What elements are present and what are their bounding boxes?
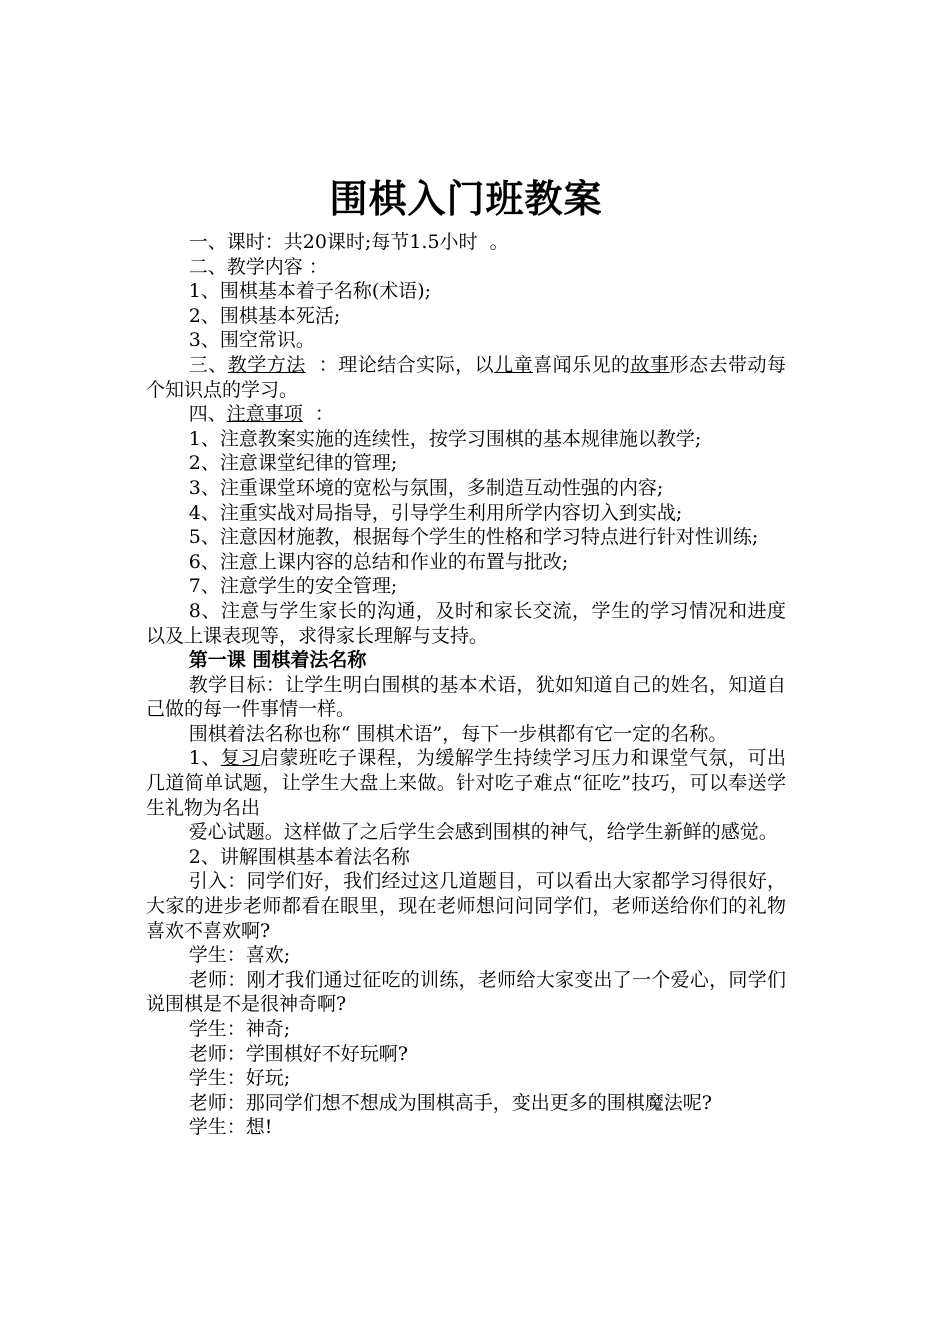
method-text-2: 喜闻乐见的 bbox=[533, 353, 631, 376]
review-text: 启蒙班吃子课程，为缓解学生持续学习压力和课堂气氛，可出几道简单试题，让学生大盘上来做。针对吃子难点“征吃”技巧，可以奉送学生礼物为名出 bbox=[146, 747, 786, 819]
paragraph-content-heading: 二、教学内容 ： bbox=[188, 255, 328, 278]
paragraph-hours: 一、课时：共20课时;每节1.5小时 。 bbox=[188, 231, 509, 253]
paragraph-content-1: 1、围棋基本着子名称(术语); bbox=[188, 280, 432, 303]
story-link[interactable]: 故事 bbox=[630, 353, 670, 376]
dialogue-line: 老师：那同学们想不想成为围棋高手，变出更多的围棋魔法呢? bbox=[188, 1091, 712, 1114]
note-item-4: 4、注重实战对局指导，引导学生利用所学内容切入到实战; bbox=[188, 501, 683, 524]
method-link[interactable]: 教学方法 bbox=[227, 353, 306, 376]
dialogue-line: 老师：刚才我们通过征吃的训练，老师给大家变出了一个爱心，同学们说围棋是不是很神奇啊? bbox=[146, 968, 786, 1016]
dialogue-line: 老师：学围棋好不好玩啊? bbox=[188, 1042, 408, 1065]
dialogue-line: 学生：想! bbox=[188, 1116, 273, 1139]
paragraph-method bbox=[146, 353, 786, 402]
note-item-2: 2、注意课堂纪律的管理; bbox=[188, 452, 398, 475]
paragraph-section-2: 2、讲解围棋基本着法名称 bbox=[188, 845, 410, 868]
children-link[interactable]: 儿童 bbox=[494, 353, 534, 376]
paragraph-intro: 围棋着法名称也称“ 围棋术语”，每下一步棋都有它一定的名称。 bbox=[188, 722, 728, 745]
paragraph-goal: 教学目标：让学生明白围棋的基本术语，犹如知道自己的姓名，知道自己做的每一件事情一样。 bbox=[146, 673, 786, 721]
document-page bbox=[146, 172, 786, 1140]
lesson-heading: 第一课 围棋着法名称 bbox=[188, 649, 367, 672]
note-item-7: 7、注意学生的安全管理; bbox=[188, 575, 398, 598]
paragraph-yinru: 引入：同学们好，我们经过这几道题目，可以看出大家都学习得很好，大家的进步老师都看在眼里，现在老师想问问同学们，老师送给你们的礼物喜欢不喜欢啊? bbox=[146, 870, 786, 942]
dialogue-line: 学生：喜欢; bbox=[188, 944, 291, 967]
review-prefix: 1、 bbox=[188, 747, 221, 770]
notes-colon: ： bbox=[302, 403, 334, 426]
document-title: 围棋入门班教案 bbox=[329, 177, 603, 221]
notes-link[interactable]: 注意事项 bbox=[226, 403, 303, 426]
note-item-8: 8、注意与学生家长的沟通，及时和家长交流，学生的学习情况和进度以及上课表现等，求得家长理解与支持。 bbox=[146, 599, 786, 647]
dialogue-line: 学生：好玩; bbox=[188, 1067, 291, 1090]
paragraph-content-3: 3、围空常识。 bbox=[188, 329, 315, 352]
method-text-3: 形态去带动每个知识点的学习。 bbox=[146, 353, 786, 401]
paragraph-review-2: 爱心试题。这样做了之后学生会感到围棋的神气，给学生新鲜的感觉。 bbox=[188, 821, 778, 844]
review-link[interactable]: 复习 bbox=[220, 747, 260, 770]
note-item-3: 3、注重课堂环境的宽松与氛围，多制造互动性强的内容; bbox=[188, 476, 664, 499]
note-item-6: 6、注意上课内容的总结和作业的布置与批改; bbox=[188, 550, 569, 573]
paragraph-content-2: 2、围棋基本死活; bbox=[188, 304, 341, 327]
paragraph-notes-heading bbox=[146, 402, 786, 427]
method-prefix: 三、 bbox=[188, 353, 228, 376]
dialogue-line: 学生：神奇; bbox=[188, 1018, 291, 1040]
note-item-5: 5、注意因材施教，根据每个学生的性格和学习特点进行针对性训练; bbox=[188, 526, 759, 549]
method-text: ：理论结合实际，以 bbox=[305, 353, 495, 376]
paragraph-review bbox=[146, 746, 786, 820]
notes-prefix: 四、 bbox=[188, 403, 227, 426]
note-item-1: 1、注意教案实施的连续性，按学习围棋的基本规律施以教学; bbox=[188, 427, 702, 450]
